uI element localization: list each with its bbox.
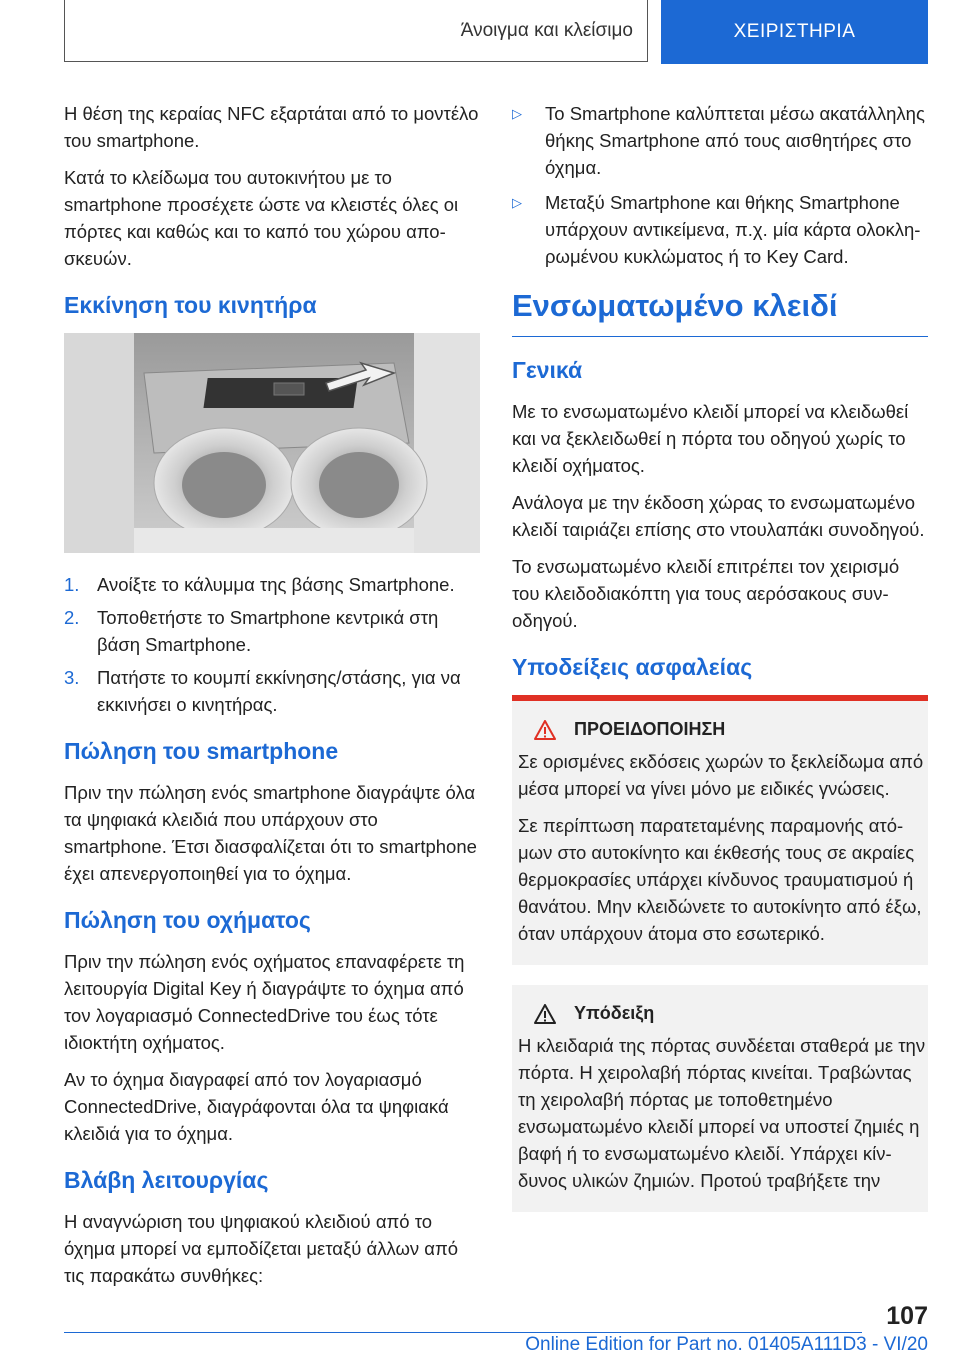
section-title: Άνοιγμα και κλείσιμο [64,0,648,62]
warning-title: ΠΡΟΕΙΔΟΠΟΙΗΣΗ [574,719,726,739]
warning-paragraph: Σε περίπτωση παρατεταμένης παραμονής ατόμων στο αυτοκίνητο και έκθεσής τους σε ακραίες θερμοκρασίες υπάρχει κίνδυνος τραυματισμού ή θανάτου. Μην κλειδώνετε το αυτοκίνητο από έξω, όταν υπάρχουν άτομα στο εσωτερικό. [518,815,922,944]
chapter-tab[interactable]: ΧΕΙΡΙΣΤΗΡΙΑ [661,0,928,64]
step-text: Πατήστε το κουμπί εκκίνησης/στάσης, για να εκκινήσει ο κινητήρας. [97,667,461,715]
sale-smartphone-paragraph: Πριν την πώληση ενός smartphone διαγράψτε όλα τα ψηφιακά κλειδιά που υπάρχουν στο smartphone. Έτσι διασφαλίζεται ότι το smartphone έχει απενεργοποιηθεί για το όχημα. [64,782,477,884]
bullet-text: Το Smartphone καλύπτεται μέσω ακατάλληλης θήκης Smartphone από τους αισθητήρες στο όχημα. [545,103,925,178]
list-item [64,664,480,718]
page-number: 107 [886,1302,928,1330]
intro-paragraph: Κατά το κλείδωμα του αυτοκινήτου με το smartphone προσέχετε ώστε να κλειστές όλες οι πόρτες και καθώς και το καπό του χώρου αποσκευών. [64,167,459,269]
condition-list [512,100,928,270]
malfunction-paragraph: Η αναγνώριση του ψηφιακού κλειδιού από το όχημα μπορεί να εμποδίζεται μεταξύ άλλων από τις παρακάτω συνθήκες: [64,1211,459,1286]
bullet-text: Μεταξύ Smartphone και θήκης Smartphone υπάρχουν αντικείμενα, π.χ. μία κάρτα ολοκληρωμένου κυκλώματος ή το Key Card. [545,192,921,267]
left-column [64,100,480,1299]
intro-paragraph: Η θέση της κεραίας NFC εξαρτάται από το μοντέλο του smartphone. [64,103,479,151]
sale-vehicle-paragraph: Πριν την πώληση ενός οχήματος επαναφέρετε τη λειτουργία Digital Key ή διαγράψτε το όχημα από τον λογαριασμό ConnectedDrive του έως τότε ιδιοκτήτη οχήματος. [64,951,465,1053]
bullet-triangle-icon: ▷ [512,195,522,210]
step-text: Ανοίξτε το κάλυμμα της βάσης Smartphone. [97,574,455,595]
warning-paragraph: Σε ορισμένες εκδόσεις χωρών το ξεκλείδωμα από μέσα μπορεί να γίνει μόνο με ειδικές γνώσεις. [518,751,924,799]
general-heading: Γενικά [512,357,583,383]
list-item [64,604,480,658]
right-column [512,100,928,1232]
smartphone-tray-photo [64,333,480,553]
step-number: 2. [64,607,80,628]
bullet-triangle-icon: ▷ [512,106,522,121]
list-item [64,571,480,598]
sale-smartphone-heading: Πώληση του smartphone [64,738,339,764]
list-item [512,100,928,181]
step-number: 3. [64,667,80,688]
integrated-key-heading: Ενσωματωμένο κλειδί [512,288,928,337]
general-paragraph: Με το ενσωματωμένο κλειδί μπορεί να κλειδωθεί και να ξεκλειδωθεί η πόρτα του οδηγού χωρίς το κλειδί οχήματος. [512,401,909,476]
warning-triangle-icon [534,1004,556,1024]
footer-divider [64,1332,862,1333]
list-item [512,189,928,270]
general-paragraph: Ανάλογα με την έκδοση χώρας το ενσωματωμένο κλειδί ταιριάζει επίσης στο ντουλαπάκι συνοδηγού. [512,492,925,540]
notice-paragraph: Η κλειδαριά της πόρτας συνδέεται σταθερά με την πόρτα. Η χειρολαβή πόρτας κινείται. Τραβώντας τη χειρολαβή πόρτας με τοποθετημένο ενσωματωμένο κλειδί μπορεί να υποστεί ζημιές η βαφή ή το ενσωματωμένο κλειδί. Υπάρχει κίνδυνος υλικών ζημιών. Προτού τραβήξετε την [518,1035,926,1191]
safety-heading: Υποδείξεις ασφαλείας [512,654,753,680]
step-text: Τοποθετήστε το Smartphone κεντρικά στη βάση Smartphone. [97,607,439,655]
sale-vehicle-paragraph: Αν το όχημα διαγραφεί από τον λογαριασμό ConnectedDrive, διαγράφονται όλα τα ψηφιακά κλειδιά για το όχημα. [64,1069,449,1144]
notice-box [512,985,928,1212]
general-paragraph: Το ενσωματωμένο κλειδί επιτρέπει τον χειρισμό του κλειδοδιακόπτη για τους αερόσακους συνοδηγού. [512,556,900,631]
engine-start-steps [64,571,480,718]
warning-triangle-icon [534,720,556,740]
sale-vehicle-heading: Πώληση του οχήματος [64,907,311,933]
edition-text: Online Edition for Part no. 01405A111D3 - VI/20 [525,1334,928,1355]
page-header [64,0,928,64]
notice-title: Υπόδειξη [574,1003,655,1023]
warning-box [512,695,928,965]
malfunction-heading: Βλάβη λειτουργίας [64,1167,269,1193]
engine-start-heading: Εκκίνηση του κινητήρα [64,292,317,318]
step-number: 1. [64,574,80,595]
